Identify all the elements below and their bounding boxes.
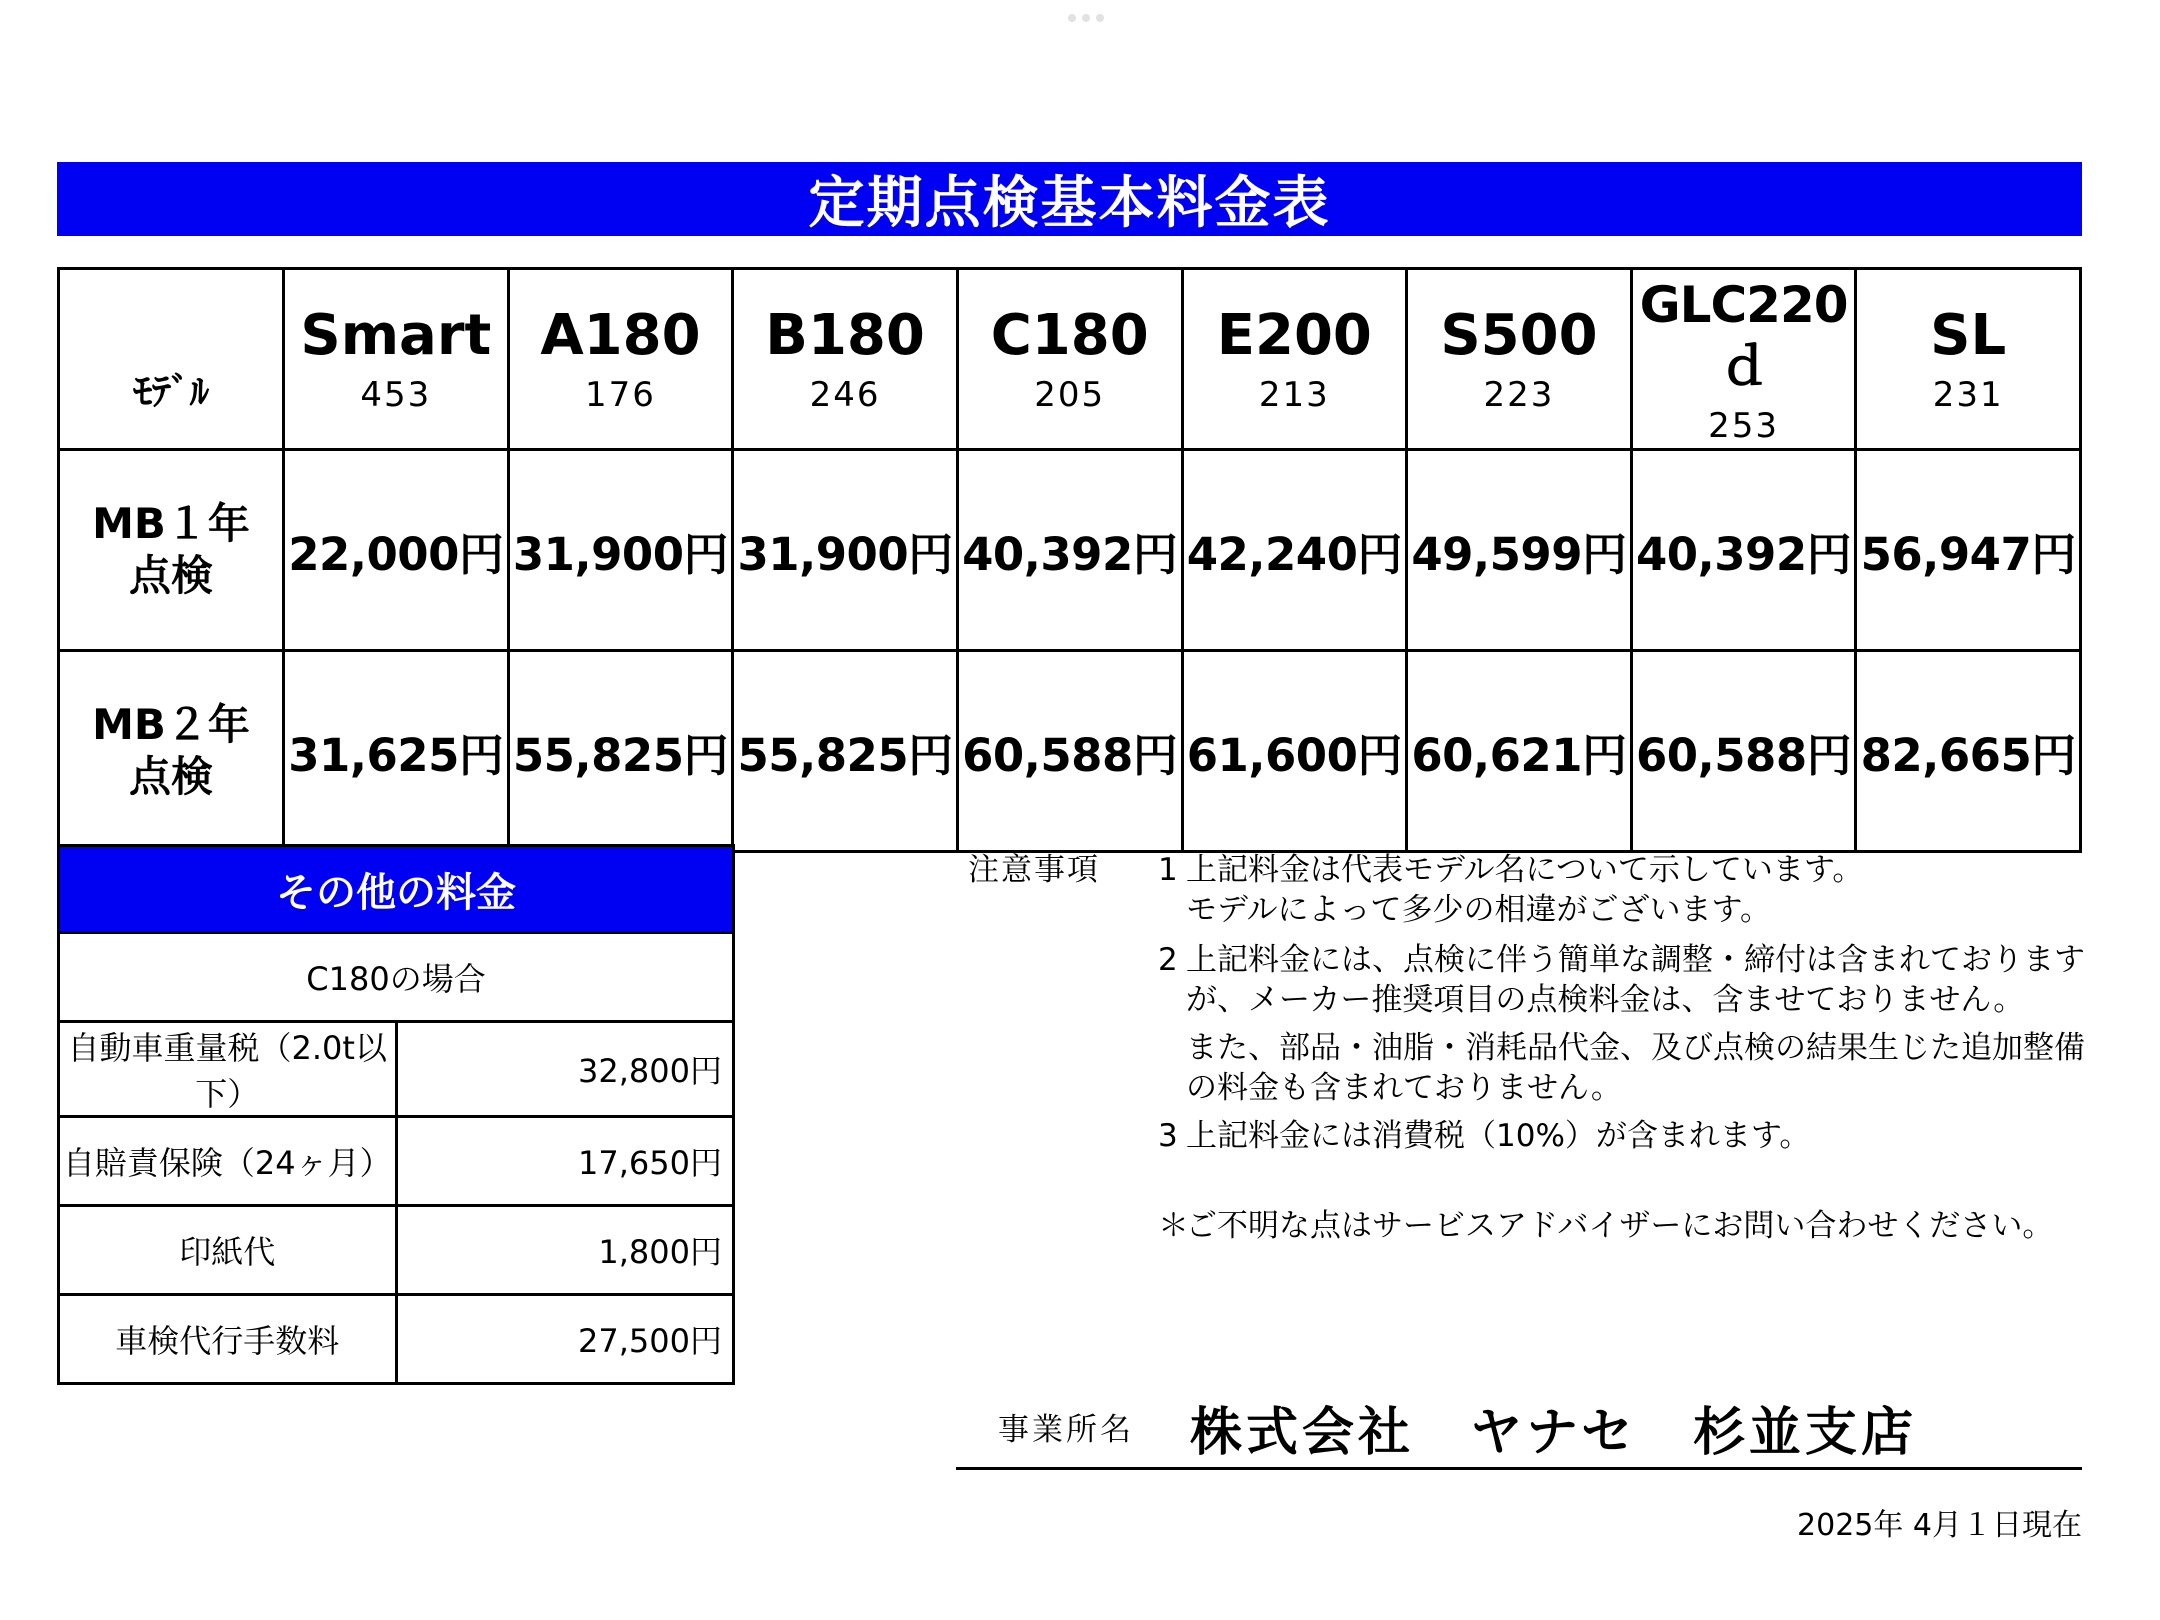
price-cell: 82,665円 (1856, 651, 2081, 852)
fee-value: 32,800円 (396, 1022, 734, 1117)
price-cell: 49,599円 (1407, 450, 1632, 651)
price-cell: 55,825円 (733, 651, 958, 852)
table-row (59, 1206, 734, 1295)
other-fees-table (57, 931, 735, 1385)
price-cell: 40,392円 (1631, 450, 1856, 651)
model-header-glc220d: GLC220ｄ 253 (1631, 269, 1856, 450)
model-header-smart: Smart 453 (284, 269, 509, 450)
other-fees-case: C180の場合 (59, 933, 734, 1022)
table-row (59, 1022, 734, 1117)
company-underline (956, 1467, 2082, 1470)
price-cell: 60,621円 (1407, 651, 1632, 852)
table-row (59, 933, 734, 1022)
model-header-c180: C180 205 (957, 269, 1182, 450)
price-cell: 60,588円 (1631, 651, 1856, 852)
model-header-s500: S500 223 (1407, 269, 1632, 450)
model-header-e200: E200 213 (1182, 269, 1407, 450)
price-cell: 31,625円 (284, 651, 509, 852)
note-item-1: 1 上記料金は代表モデル名について示しています。 モデルによって多少の相違がございます。 (1158, 852, 1864, 928)
table-row-mb2 (59, 651, 2081, 852)
price-cell: 61,600円 (1182, 651, 1407, 852)
table-row (59, 1117, 734, 1206)
table-row (59, 1295, 734, 1384)
model-header-row (59, 269, 2081, 450)
fee-label: 自動車重量税（2.0t以下） (59, 1022, 397, 1117)
fee-label: 自賠責保険（24ヶ月） (59, 1117, 397, 1206)
model-header-b180: B180 246 (733, 269, 958, 450)
note-item-2-continued: また、部品・油脂・消耗品代金、及び点検の結果生じた追加整備 の料金も含まれておりません。 (1186, 1030, 2085, 1106)
note-item-2: 2 上記料金には、点検に伴う簡単な調整・締付は含まれております が、メーカー推奨項目の点検料金は、含ませておりません。 (1158, 942, 2085, 1018)
note-item-inquiry: ＊ ご不明な点はサービスアドバイザーにお問い合わせください。 (1158, 1208, 2054, 1244)
price-cell: 40,392円 (957, 450, 1182, 651)
note-item-3: 3 上記料金には消費税（10%）が含まれます。 (1158, 1118, 1811, 1154)
effective-date: 2025年 4月１日現在 (1797, 1508, 2082, 1543)
fee-value: 1,800円 (396, 1206, 734, 1295)
model-header-a180: A180 176 (508, 269, 733, 450)
fee-value: 17,650円 (396, 1117, 734, 1206)
page-title: 定期点検基本料金表 (57, 162, 2082, 236)
row-label-mb1: MB１年 点検 (59, 450, 284, 651)
price-table (57, 267, 2082, 853)
company-label: 事業所名 (998, 1412, 1134, 1448)
price-cell: 42,240円 (1182, 450, 1407, 651)
table-row-mb1 (59, 450, 2081, 651)
model-header-sl: SL 231 (1856, 269, 2081, 450)
price-cell: 55,825円 (508, 651, 733, 852)
fee-label: 印紙代 (59, 1206, 397, 1295)
company-name: 株式会社 ヤナセ 杉並支店 (1190, 1403, 1917, 1463)
page-indicator-dots (1068, 14, 1104, 22)
price-cell: 60,588円 (957, 651, 1182, 852)
price-cell: 31,900円 (508, 450, 733, 651)
price-cell: 56,947円 (1856, 450, 2081, 651)
model-label-cell: ﾓﾃﾞﾙ (59, 269, 284, 450)
row-label-mb2: MB２年 点検 (59, 651, 284, 852)
price-cell: 31,900円 (733, 450, 958, 651)
fee-label: 車検代行手数料 (59, 1295, 397, 1384)
fee-value: 27,500円 (396, 1295, 734, 1384)
other-fees-title: その他の料金 (57, 844, 735, 934)
notes-title: 注意事項 (968, 852, 1100, 888)
price-cell: 22,000円 (284, 450, 509, 651)
